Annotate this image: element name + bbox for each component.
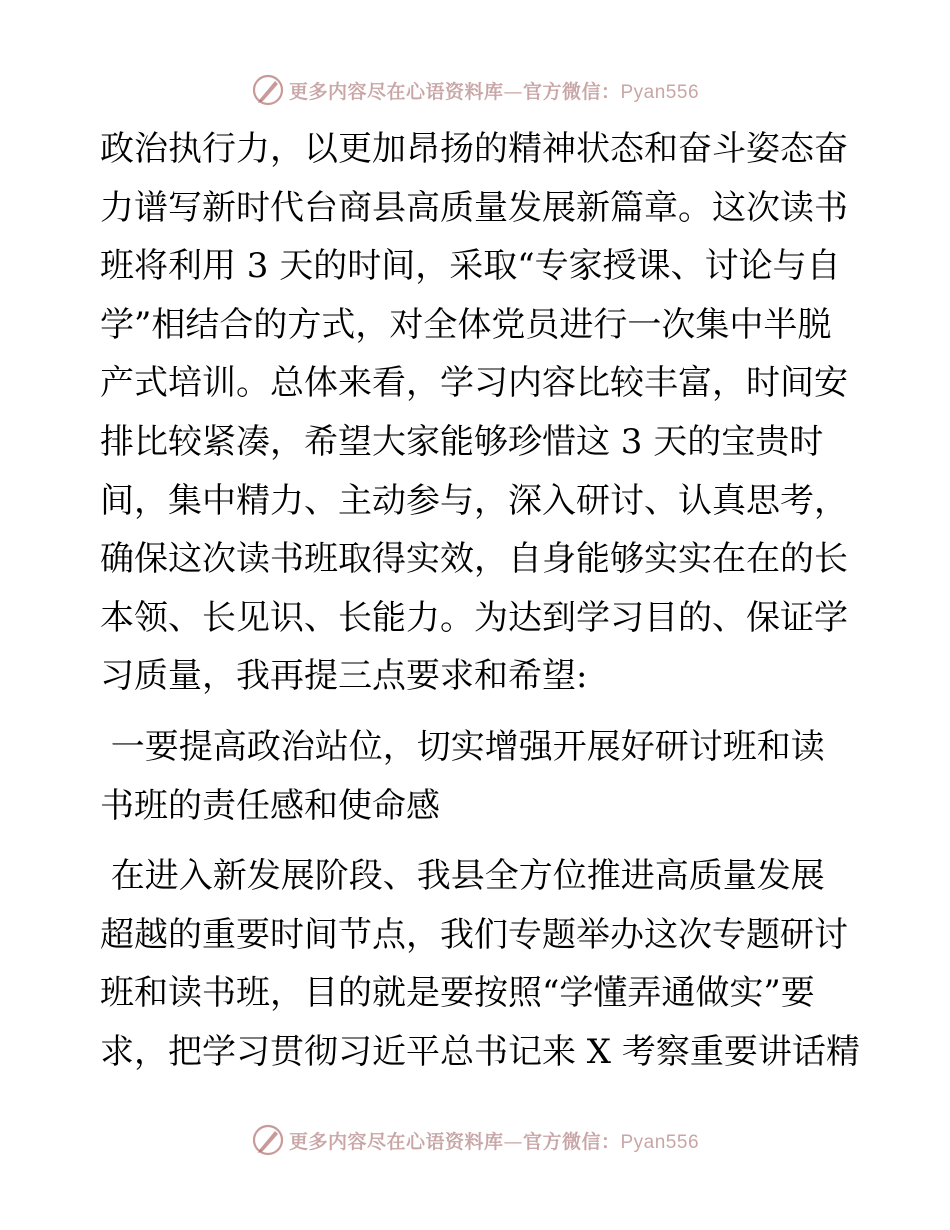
text-line: 求，把学习贯彻习近平总书记来 X 考察重要讲话精 [100,1031,860,1072]
header-banner [0,70,950,110]
text-line: 习质量，我再提三点要求和希望: [100,656,588,697]
text-line: 班将利用 3 天的时间，采取“专家授课、讨论与自 [100,246,841,287]
text-line: 学”相结合的方式，对全体党员进行一次集中半脱 [100,304,832,345]
contact-label: 官方微信： [522,80,621,103]
separator: — [503,1130,523,1153]
text-line: 间，集中精力、主动参与，深入研讨、认真思考， [100,480,848,521]
text-line: 产式培训。总体来看，学习内容比较丰富，时间安 [100,363,848,404]
contact-label: 官方微信： [522,1130,621,1153]
text-line: 确保这次读书班取得实效，自身能够实实在在的长 [100,539,848,580]
text-line: 排比较紧凑，希望大家能够珍惜这 3 天的宝贵时 [100,421,824,462]
heading-line: 一要提高政治站位，切实增强开展好研讨班和读 [100,726,825,767]
quill-pen-icon [251,73,285,107]
separator: — [503,80,523,103]
paragraph-gap [100,835,860,847]
section-heading-1 [100,718,860,835]
paragraph-gap [100,706,860,718]
text-line: 班和读书班，目的就是要按照“学懂弄通做实”要 [100,973,815,1014]
paragraph-1 [100,120,860,706]
text-line: 力谱写新时代台商县高质量发展新篇章。这次读书 [100,187,848,228]
contact-id: Pyan556 [620,1131,700,1153]
text-line: 在进入新发展阶段、我县全方位推进高质量发展 [100,856,825,897]
brand-text: 更多内容尽在心语资料库 [288,80,504,103]
footer-text [289,1127,699,1154]
footer-banner [0,1120,950,1160]
paragraph-2 [100,847,860,1081]
text-line: 超越的重要时间节点，我们专题举办这次专题研讨 [100,914,848,955]
quill-pen-icon [251,1123,285,1157]
text-line: 本领、长见识、长能力。为达到学习目的、保证学 [100,597,848,638]
document-body [100,120,860,1082]
header-text [289,77,699,104]
heading-line: 书班的责任感和使命感 [100,785,440,826]
text-line: 政治执行力，以更加昂扬的精神状态和奋斗姿态奋 [100,129,848,169]
brand-text: 更多内容尽在心语资料库 [288,1130,504,1153]
contact-id: Pyan556 [620,81,700,103]
